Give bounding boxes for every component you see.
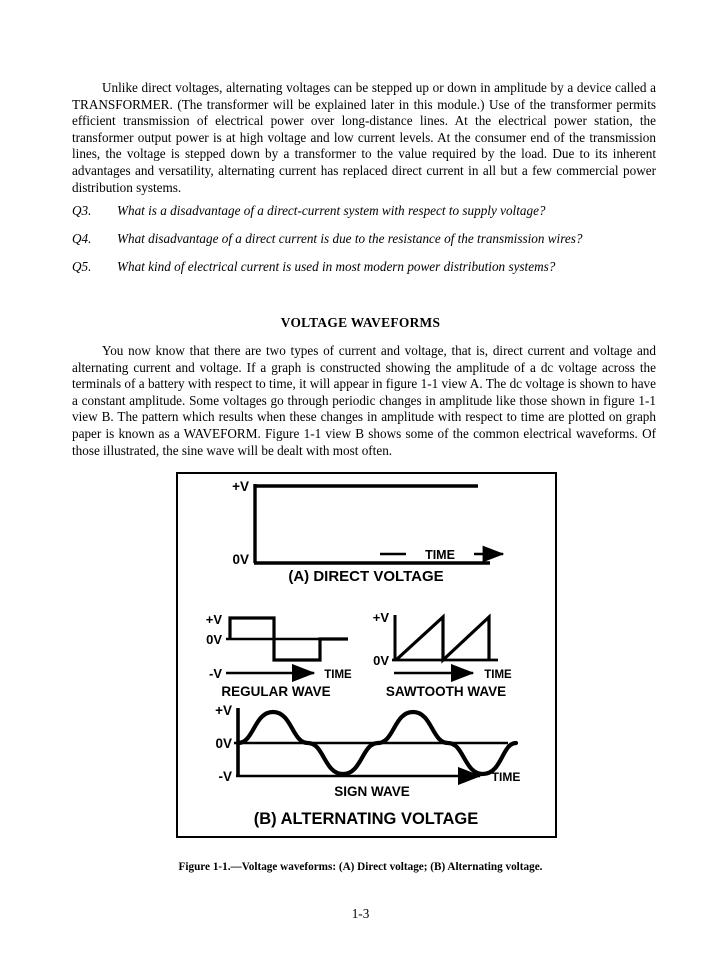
question-q3-label: Q3. [72,203,92,218]
sawtooth-time-label: TIME [484,669,512,681]
regular-wave-label-minus-v: -V [209,666,222,681]
question-q4-text: What disadvantage of a direct current is due to the resistance of the transmission wires? [117,231,583,246]
panel-a-title: (A) DIRECT VOLTAGE [288,568,444,585]
panel-b-sawtooth-wave [373,610,512,699]
panel-b-regular-wave [206,612,352,699]
panel-a-time-label: TIME [425,548,455,562]
question-q5-text: What kind of electrical current is used in most modern power distribution systems? [117,259,556,274]
regular-wave-label-plus-v: +V [205,612,222,627]
question-q4 [72,231,656,248]
sine-label-plus-v: +V [215,703,232,718]
question-q5 [72,259,656,276]
question-q5-label: Q5. [72,259,92,274]
sawtooth-title: SAWTOOTH WAVE [385,684,507,699]
sine-label-minus-v: -V [218,769,232,784]
question-q3-text: What is a disadvantage of a direct-current system with respect to supply voltage? [117,203,546,218]
panel-a-direct-voltage [232,479,503,585]
sine-wave-title: SIGN WAVE [334,784,410,799]
regular-wave-title: REGULAR WAVE [221,684,331,699]
panel-a-label-zero-v: 0V [232,552,249,567]
page-number: 1-3 [351,906,370,921]
paragraph-transformer [72,80,656,196]
sawtooth-label-plus-v: +V [372,610,389,625]
paragraph-waveforms [72,343,656,459]
section-heading: VOLTAGE WAVEFORMS [280,315,441,330]
figure-1-1 [176,472,557,838]
sine-time-label: TIME [491,770,521,784]
paragraph-transformer-text: Unlike direct voltages, alternating voltages can be stepped up or down in amplitude by a device called a TRANSFORMER. (The transformer will be explained later in this module.) Use of the transformer permits efficient transmission of electrical power over long-distance lines. At the electrical power station, the transformer output power is at high voltage and low current levels. At the consumer end of the transmission lines, the voltage is stepped down by a transformer to the value required by the load. Due to its inherent advantages and versatility, alternating current has replaced direct current in all but a few commercial power distribution systems. [72,80,656,195]
question-q4-label: Q4. [72,231,92,246]
figure-1-1-svg [178,474,555,836]
sawtooth-label-zero-v: 0V [373,653,389,668]
regular-wave-label-zero-v: 0V [206,632,222,647]
question-q3 [72,203,656,220]
sawtooth-trace [396,617,489,660]
regular-wave-time-label: TIME [324,669,352,681]
paragraph-waveforms-text: You now know that there are two types of current and voltage, that is, direct current and voltage and alternating current and voltage. If a graph is constructed showing the amplitude of a dc voltage across the terminals of a battery with respect to time, it will appear in figure 1-1 view A. The dc voltage is shown to have a constant amplitude. Some voltages go through periodic changes in amplitude like those shown in figure 1-1 view B. The pattern which results when these changes in amplitude with respect to time are plotted on graph paper is known as a WAVEFORM. Figure 1-1 view B shows some of the common electrical waveforms. Of those illustrated, the sine wave will be dealt with most often. [72,343,656,458]
sine-label-zero-v: 0V [215,736,232,751]
figure-caption: Figure 1-1.—Voltage waveforms: (A) Direct voltage; (B) Alternating voltage. [178,861,543,873]
panel-a-label-plus-v: +V [232,479,249,494]
panel-b-sine-wave [215,703,520,828]
panel-b-title: (B) ALTERNATING VOLTAGE [253,810,479,828]
